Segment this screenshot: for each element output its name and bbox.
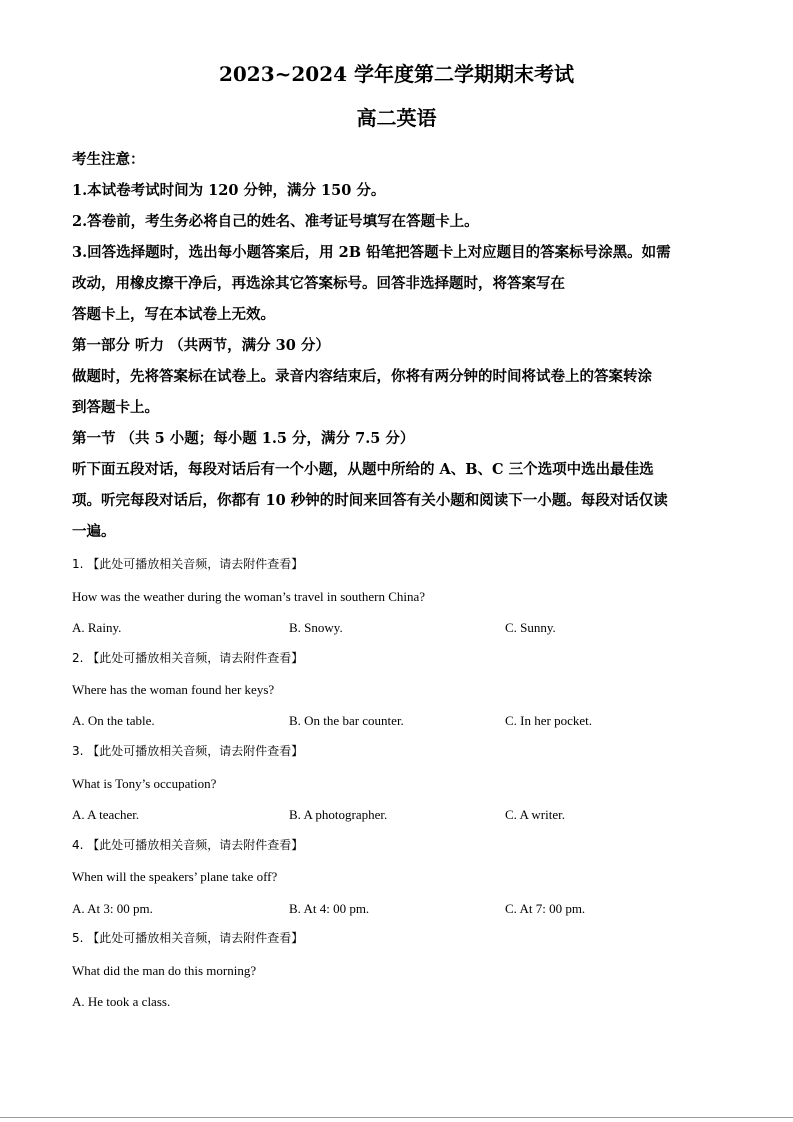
question-2-text: Where has the woman found her keys? xyxy=(72,682,275,697)
notice-item-2: 2.答卷前，考生务必将自己的姓名、准考证号填写在答题卡上。 xyxy=(72,213,479,230)
part1-instruction-line-1: 做题时，先将答案标在试卷上。录音内容结束后，你将有两分钟的时间将试卷上的答案转涂 xyxy=(72,368,652,385)
question-5-text: What did the man do this morning? xyxy=(72,963,257,978)
question-1-audio-link[interactable]: 1. 【此处可播放相关音频，请去附件查看】 xyxy=(72,557,304,571)
question-4-option-a: A. At 3: 00 pm. xyxy=(72,901,153,916)
question-3-option-c: C. A writer. xyxy=(505,807,565,822)
question-2-option-c: C. In her pocket. xyxy=(505,713,593,728)
question-5-audio-link[interactable]: 5. 【此处可播放相关音频，请去附件查看】 xyxy=(72,931,304,945)
part1-heading: 第一部分 听力 （共两节，满分 30 分） xyxy=(72,337,330,354)
question-1-text: How was the weather during the woman’s travel in southern China? xyxy=(72,589,426,604)
notice-item-1: 1.本试卷考试时间为 120 分钟，满分 150 分。 xyxy=(72,182,386,199)
question-4-audio-link[interactable]: 4. 【此处可播放相关音频，请去附件查看】 xyxy=(72,838,304,852)
question-4-text: When will the speakers’ plane take off? xyxy=(72,869,278,884)
section1-heading: 第一节 （共 5 小题；每小题 1.5 分，满分 7.5 分） xyxy=(72,430,415,447)
part1-instruction-line-2: 到答题卡上。 xyxy=(72,399,159,416)
question-1-option-b: B. Snowy. xyxy=(289,620,343,635)
question-5-option-a: A. He took a class. xyxy=(72,994,171,1009)
question-4-option-b: B. At 4: 00 pm. xyxy=(289,901,370,916)
question-3-audio-link[interactable]: 3. 【此处可播放相关音频，请去附件查看】 xyxy=(72,744,304,758)
exam-subject: 高二英语 xyxy=(356,106,437,130)
question-3-option-a: A. A teacher. xyxy=(72,807,140,822)
question-3-text: What is Tony’s occupation? xyxy=(72,776,217,791)
question-3-option-b: B. A photographer. xyxy=(289,807,388,822)
question-2-option-a: A. On the table. xyxy=(72,713,155,728)
notice-item-3-line-3: 答题卡上，写在本试卷上无效。 xyxy=(72,306,275,323)
notice-item-3-line-1: 3.回答选择题时，选出每小题答案后，用 2B 铅笔把答题卡上对应题目的答案标号涂黑。如需 xyxy=(72,244,671,261)
section1-instruction-line-3: 一遍。 xyxy=(72,523,116,540)
section1-instruction-line-2: 项。听完每段对话后，你都有 10 秒钟的时间来回答有关小题和阅读下一小题。每段对话仅读 xyxy=(72,492,668,509)
page-bottom-divider xyxy=(0,1117,793,1118)
question-2-audio-link[interactable]: 2. 【此处可播放相关音频，请去附件查看】 xyxy=(72,651,304,665)
notice-item-3-line-2: 改动，用橡皮擦干净后，再选涂其它答案标号。回答非选择题时，将答案写在 xyxy=(72,275,565,292)
exam-title: 2023~2024 学年度第二学期期末考试 xyxy=(218,62,575,86)
question-4-option-c: C. At 7: 00 pm. xyxy=(505,901,586,916)
section1-instruction-line-1: 听下面五段对话，每段对话后有一个小题，从题中所给的 A、B、C 三个选项中选出最佳选 xyxy=(72,461,654,478)
question-2-option-b: B. On the bar counter. xyxy=(289,713,404,728)
question-1-option-c: C. Sunny. xyxy=(505,620,556,635)
notice-heading: 考生注意： xyxy=(72,151,145,168)
question-1-option-a: A. Rainy. xyxy=(72,620,122,635)
